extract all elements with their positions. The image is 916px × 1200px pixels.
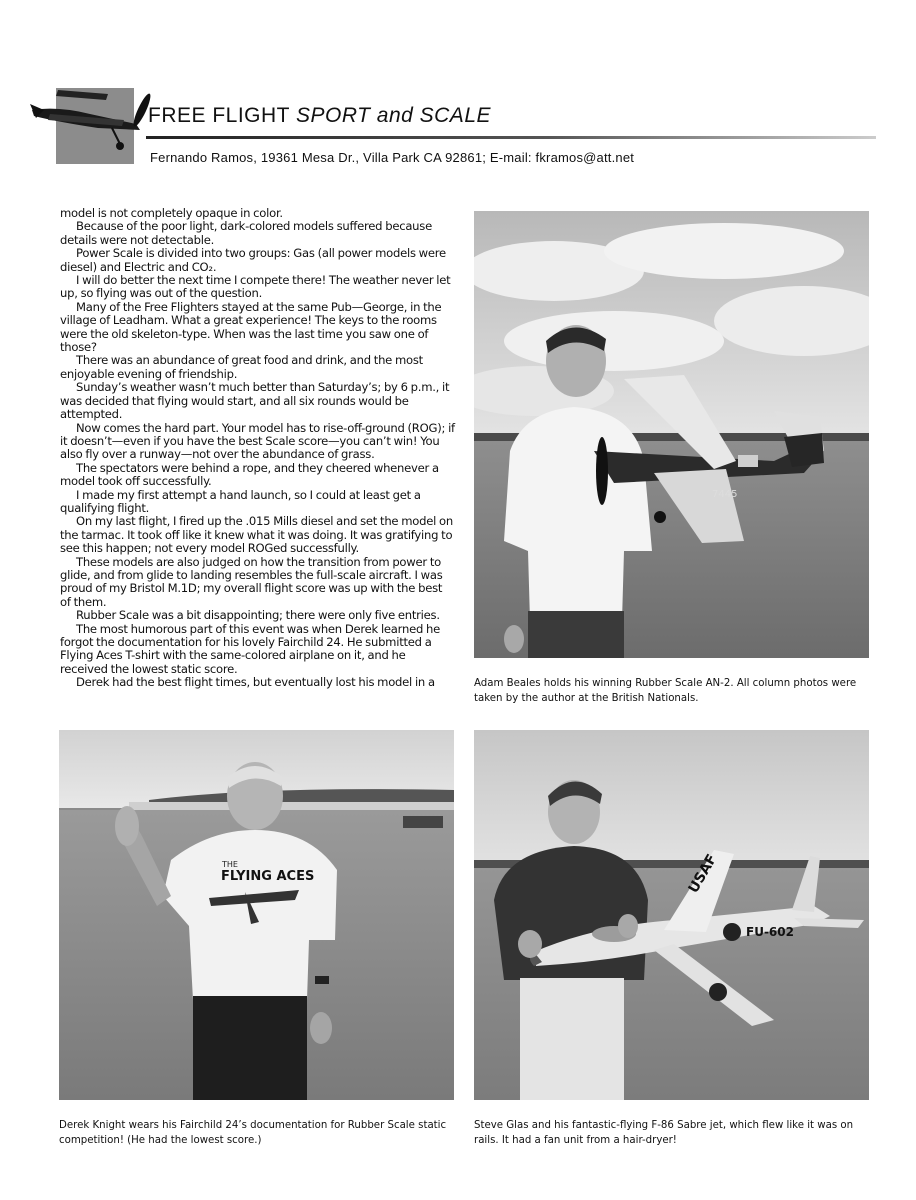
page-title-main: FREE FLIGHT	[148, 104, 296, 127]
paragraph: Because of the poor light, dark-colored models suffered because details were not detectable.	[60, 219, 432, 247]
photo-adam-beales	[474, 211, 869, 658]
page-title	[148, 104, 491, 128]
photo-derek-knight	[59, 730, 454, 1100]
header-rule	[146, 136, 876, 139]
page-title-italic: SPORT and SCALE	[295, 104, 492, 127]
author-byline: Fernando Ramos, 19361 Mesa Dr., Villa Park CA 92861; E-mail: fkramos@att.net	[150, 150, 635, 165]
paragraph: These models are also judged on how the transition from power to glide, and from glide to landing resembles the full-scale aircraft. I was proud of my Bristol M.1D; my overall flight score was up with the best of them.	[60, 554, 443, 609]
shirt-text-big: FLYING ACES	[221, 869, 315, 884]
header-logo	[28, 80, 160, 164]
photo-steve-glas	[474, 730, 869, 1100]
caption-derek-knight: Derek Knight wears his Fairchild 24’s documentation for Rubber Scale static competition! (He had the lowest score.)	[59, 1120, 447, 1146]
caption-steve-glas: Steve Glas and his fantastic-flying F-86 Sabre jet, which flew like it was on rails. It had a fan unit from a hair-dryer!	[474, 1120, 854, 1146]
paragraph: Derek had the best flight times, but eventually lost his model in a	[76, 675, 435, 690]
paragraph: The spectators were behind a rope, and they cheered whenever a model took off successfully.	[60, 460, 439, 489]
fuselage-text: FU-602	[746, 925, 794, 939]
paragraph: Power Scale is divided into two groups: Gas (all power models were diesel) and Electric and CO₂.	[60, 246, 446, 274]
paragraph: Sunday’s weather wasn’t much better than Saturday’s; by 6 p.m., it was decided that flying would start, and all six rounds would be attempted.	[60, 380, 450, 422]
paragraph: The most humorous part of this event was when Derek learned he forgot the documentation for his lovely Fairchild 24. He submitted a Flying Aces T-shirt with the same-colored airplane on it, and he received the lowest static score.	[60, 621, 440, 676]
paragraph: Now comes the hard part. Your model has to rise-off-ground (ROG); if it doesn’t—even if you have the best Scale score—you can’t win! You also fly over a runway—not over the abundance of grass.	[60, 420, 455, 462]
paragraph: Many of the Free Flighters stayed at the same Pub—George, in the village of Leadham. What a great experience! The keys to the rooms were the old skeleton-type. When was the last time you saw one of those?	[60, 299, 442, 355]
paragraph: On my last flight, I fired up the .015 Mills diesel and set the model on the tarmac. It took off like it knew what it was doing. It was gratifying to see this happen; not every model ROGed successfully.	[60, 514, 453, 556]
wing-text: USAF	[685, 851, 721, 896]
article-body	[60, 207, 455, 690]
caption-adam-beales: Adam Beales holds his winning Rubber Scale AN-2. All column photos were taken by the author at the British Nationals.	[474, 678, 857, 704]
paragraph: There was an abundance of great food and drink, and the most enjoyable evening of friendship.	[60, 353, 423, 381]
paragraph: I will do better the next time I compete there! The weather never let up, so flying was out of the question.	[60, 273, 451, 301]
shirt-text-small: THE	[222, 860, 238, 869]
paragraph: model is not completely opaque in color.	[60, 206, 283, 220]
paragraph: Rubber Scale was a bit disappointing; there were only five entries.	[76, 608, 440, 623]
paragraph: I made my first attempt a hand launch, so I could at least get a qualifying flight.	[60, 487, 421, 515]
model-marking-text: 7445	[712, 489, 738, 500]
